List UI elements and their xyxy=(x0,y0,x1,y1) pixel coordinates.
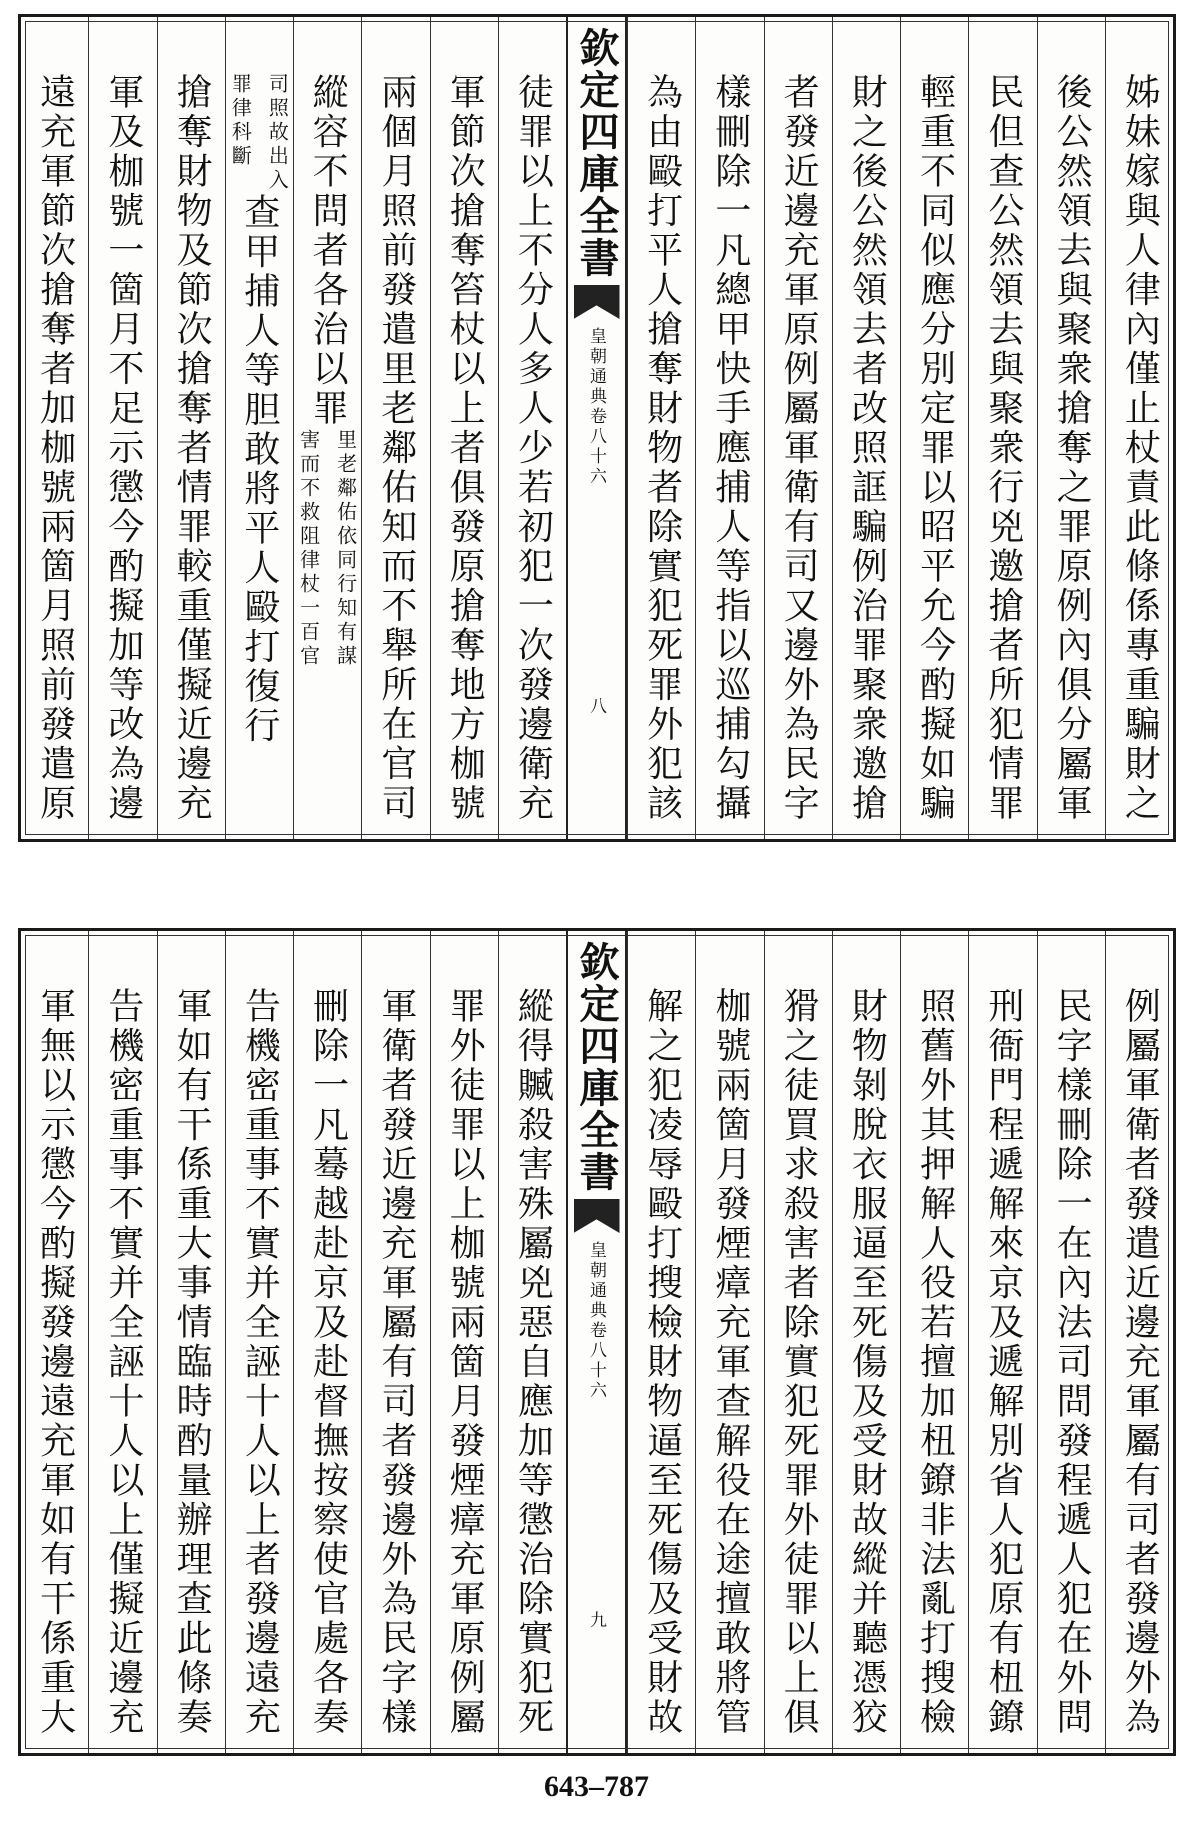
leaf-number: 八 xyxy=(586,697,606,714)
text-column: 後公然領去與聚衆搶奪之罪原例內俱分屬軍 xyxy=(1037,17,1105,839)
text-column: 刑衙門程遞解來京及遞解別省人犯原有杻鐐 xyxy=(968,931,1036,1753)
text-column: 軍節次搶奪笞杖以上者俱發原搶奪地方枷號 xyxy=(430,17,498,839)
text-column: 照舊外其押解人役若擅加杻鐐非法亂打搜檢 xyxy=(900,931,968,1753)
text-column: 解之犯凌辱毆打搜檢財物逼至死傷及受財故 xyxy=(627,931,695,1753)
scan-page-number: 643–787 xyxy=(544,1770,649,1803)
text-column-with-notes: 司照故出入 罪律科斷 查甲捕人等胆敢將平人毆打復行 xyxy=(225,17,293,839)
text-column: 罪外徒罪以上枷號兩箇月發煙瘴充軍原例屬 xyxy=(430,931,498,1753)
text-column: 猾之徒買求殺害者除實犯死罪外徒罪以上俱 xyxy=(764,931,832,1753)
center-fold-margin xyxy=(566,931,627,1753)
volume-label: 卷八十六 xyxy=(586,1321,606,1401)
text-column: 財物剝脫衣服逼至死傷及受財故縱并聽憑狡 xyxy=(832,931,900,1753)
text-column: 民字樣刪除一在內法司問發程遞人犯在外問 xyxy=(1037,931,1105,1753)
text-column: 枷號兩箇月發煙瘴充軍查解役在途擅敢將管 xyxy=(695,931,763,1753)
fish-tail-mark xyxy=(574,285,620,319)
text-column: 刪除一凡蓦越赴京及赴督撫按察使官處各奏 xyxy=(293,931,361,1753)
text-column: 遠充軍節次搶奪者加枷號兩箇月照前發遣原 xyxy=(34,73,76,824)
upper-leaf xyxy=(18,14,1176,842)
text-column: 告機密重事不實并全誣十人以上僅擬近邊充 xyxy=(88,931,156,1753)
text-column: 軍衛者發近邊充軍屬有司者發邊外為民字樣 xyxy=(361,931,429,1753)
text-column: 告機密重事不實并全誣十人以上者發邊遠充 xyxy=(225,931,293,1753)
book-title: 皇朝通典 xyxy=(586,327,606,407)
double-line-note: 司照故出入 罪律科斷 xyxy=(228,73,290,193)
text-column: 者發近邊充軍原例屬軍衛有司又邊外為民字 xyxy=(764,17,832,839)
text-column: 軍及枷號一箇月不足示懲今酌擬加等改為邊 xyxy=(88,17,156,839)
text-column: 例屬軍衛者發遣近邊充軍屬有司者發邊外為 xyxy=(1105,931,1173,1753)
text-column: 民但查公然領去與聚衆行兇邀搶者所犯情罪 xyxy=(968,17,1036,839)
text-column: 財之後公然領去者改照誆騙例治罪聚衆邀搶 xyxy=(832,17,900,839)
collection-title: 欽定四庫全書 xyxy=(573,27,620,279)
text-column: 兩個月照前發遣里老鄰佑知而不舉所在官司 xyxy=(361,17,429,839)
collection-title: 欽定四庫全書 xyxy=(573,941,620,1193)
text-column: 樣刪除一凡總甲快手應捕人等指以巡捕勾攝 xyxy=(695,17,763,839)
text-column: 輕重不同似應分別定罪以昭平允今酌擬如騙 xyxy=(900,17,968,839)
center-fold-margin xyxy=(566,17,627,839)
text-column: 軍如有干係重大事情臨時酌量辦理查此條奏 xyxy=(157,931,225,1753)
lower-leaf xyxy=(18,928,1176,1756)
text-column: 縱得贓殺害殊屬兇惡自應加等懲治除實犯死 xyxy=(498,931,566,1753)
double-line-note: 里老鄰佑依同行知有謀 害而不救阻律杖一百官 xyxy=(296,428,358,669)
text-column: 軍無以示懲今酌擬發邊遠充軍如有干係重大 xyxy=(34,987,76,1738)
text-column: 為由毆打平人搶奪財物者除實犯死罪外犯該 xyxy=(627,17,695,839)
fish-tail-mark xyxy=(574,1199,620,1233)
text-column-with-notes: 縱容不問者各治以罪 里老鄰佑依同行知有謀 害而不救阻律杖一百官 xyxy=(293,17,361,839)
book-title: 皇朝通典 xyxy=(586,1241,606,1321)
leaf-number: 九 xyxy=(586,1611,606,1628)
text-column: 徒罪以上不分人多人少若初犯一次發邊衛充 xyxy=(498,17,566,839)
text-column: 搶奪財物及節次搶奪者情罪較重僅擬近邊充 xyxy=(157,17,225,839)
volume-label: 卷八十六 xyxy=(586,407,606,487)
text-column: 姊妹嫁與人律內僅止杖責此條係專重騙財之 xyxy=(1105,17,1173,839)
